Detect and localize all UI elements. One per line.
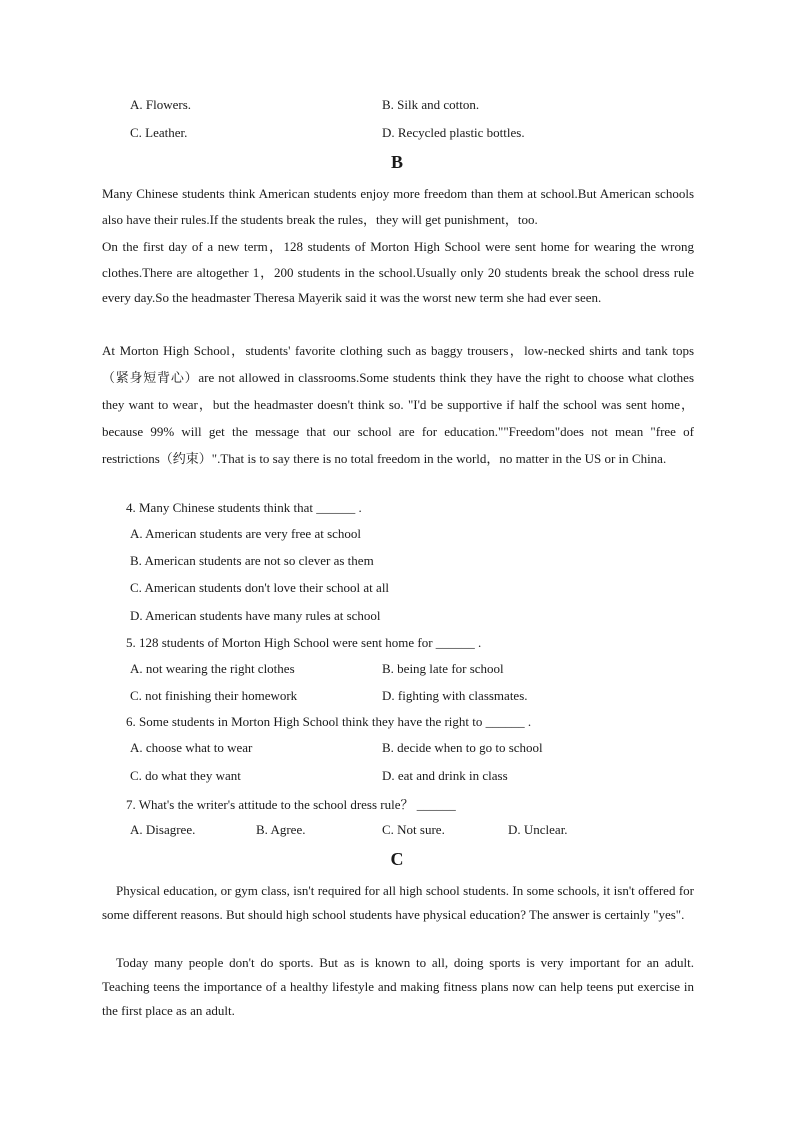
q4-stem: 4. Many Chinese students think that ______ .	[126, 500, 362, 515]
q6-stem: 6. Some students in Morton High School think they have the right to ______ .	[126, 714, 532, 729]
section-b-heading: B	[390, 152, 403, 172]
q7-option-d: D. Unclear.	[508, 822, 568, 837]
q6-option-a: A. choose what to wear	[130, 740, 253, 755]
q4-option-a: A. American students are very free at school	[130, 526, 362, 541]
q3-option-b: B. Silk and cotton.	[382, 97, 480, 112]
q4-option-d: D. American students have many rules at school	[130, 608, 381, 623]
section-b-paragraph-1: Many Chinese students think American students enjoy more freedom than them at school.But American schools also have their rules.If the students break the rules，they will get punishment，too.	[102, 186, 694, 227]
q5-option-b: B. being late for school	[382, 661, 504, 676]
q4-option-b: B. American students are not so clever as them	[130, 553, 374, 568]
q4-option-c: C. American students don't love their school at all	[130, 580, 390, 595]
q5-option-a: A. not wearing the right clothes	[130, 661, 295, 676]
q5-option-d: D. fighting with classmates.	[382, 688, 528, 703]
q6-option-b: B. decide when to go to school	[382, 740, 543, 755]
q6-option-d: D. eat and drink in class	[382, 768, 508, 783]
q3-option-d: D. Recycled plastic bottles.	[382, 125, 525, 140]
section-c-heading: C	[390, 849, 404, 869]
q7-option-a: A. Disagree.	[130, 822, 196, 837]
q7-stem: 7. What's the writer's attitude to the school dress rule？ ______	[126, 797, 456, 812]
q5-option-c: C. not finishing their homework	[130, 688, 298, 703]
q7-option-c: C. Not sure.	[382, 822, 445, 837]
q3-option-a: A. Flowers.	[130, 97, 192, 112]
section-c-paragraph-2: Today many people don't do sports. But as is known to all, doing sports is very important for an adult. Teaching teens the importance of a healthy lifestyle and making fitness plans now can help teens put exercise in the first place as an adult.	[102, 955, 694, 1018]
q3-option-c: C. Leather.	[130, 125, 188, 140]
q7-option-b: B. Agree.	[256, 822, 306, 837]
section-c-paragraph-1: Physical education, or gym class, isn't required for all high school students. In some schools, it isn't offered for some different reasons. But should high school students have physical education? The answer is certainly "yes".	[102, 883, 694, 922]
q6-option-c: C. do what they want	[130, 768, 241, 783]
section-b-paragraph-2: On the first day of a new term，128 students of Morton High School were sent home for wearing the wrong clothes.There are altogether 1，200 students in the school.Usually only 20 students break the school dress rule every day.So the headmaster Theresa Mayerik said it was the worst new term she had ever seen.	[102, 239, 694, 305]
section-b-paragraph-3: At Morton High School，students' favorite clothing such as baggy trousers，low-necked shirts and tank tops（紧身短背心）are not allowed in classrooms.Some students think they have the right to choose what clothes they want to wear，but the headmaster doesn't think so. "I'd be supportive if half the school was sent home，because 99% will get the message that our school are for education.""Freedom"does not mean "free of restrictions（约束）".That is to say there is no total freedom in the world，no matter in the US or in China.	[102, 343, 695, 466]
q5-stem: 5. 128 students of Morton High School were sent home for ______ .	[126, 635, 482, 650]
